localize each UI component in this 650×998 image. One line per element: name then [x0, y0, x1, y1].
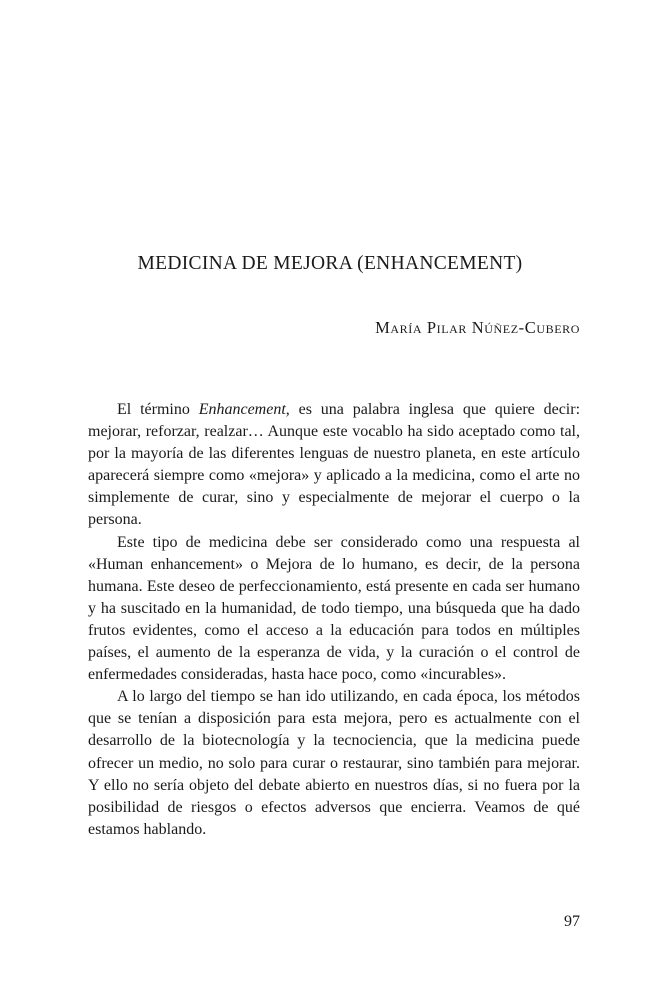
paragraph-1-rest: , es una palabra inglesa que quiere decir: mejorar, reforzar, realzar… Aunque este vocablo ha sido aceptado como tal, por la mayoría de las diferentes lenguas de nuestro planeta, en este artículo aparecerá siempre como «mejora» y aplicado a la medicina, como el arte no simplemente de curar, sino y especialmente de mejorar el cuerpo o la persona.: [88, 401, 581, 529]
page-number: 97: [564, 913, 580, 930]
term-enhancement: Enhancement: [198, 401, 286, 418]
paragraph-2: Este tipo de medicina debe ser considerado como una respuesta al «Human enhancement» o Mejora de lo humano, es decir, de la persona humana. Este deseo de perfeccionamiento, está presente en cada ser humano y ha suscitado en la humanidad, de todo tiempo, una búsqueda que ha dado frutos evidentes, como el acceso a la educación para todos en múltiples países, el aumento de la esperanza de vida, y la curación o el control de enfermedades consideradas, hasta hace poco, como «incurables».: [88, 533, 580, 684]
article-body: [88, 399, 580, 841]
article-title: MEDICINA DE MEJORA (ENHANCEMENT): [137, 253, 523, 274]
paragraph-1: [88, 399, 580, 532]
author-name: María Pilar Núñez-Cubero: [375, 318, 580, 337]
paragraph-3: A lo largo del tiempo se han ido utilizando, en cada época, los métodos que se tenían a disposición para esta mejora, pero es actualmente con el desarrollo de la biotecnología y la tecnociencia, que la medicina puede ofrecer un medio, no solo para curar o restaurar, sino también para mejorar. Y ello no sería objeto del debate abierto en nuestros días, si no fuera por la posibilidad de riesgos o efectos adversos que encierra. Veamos de qué estamos hablando.: [88, 688, 580, 838]
paragraph-1-lead: El término: [117, 401, 199, 418]
